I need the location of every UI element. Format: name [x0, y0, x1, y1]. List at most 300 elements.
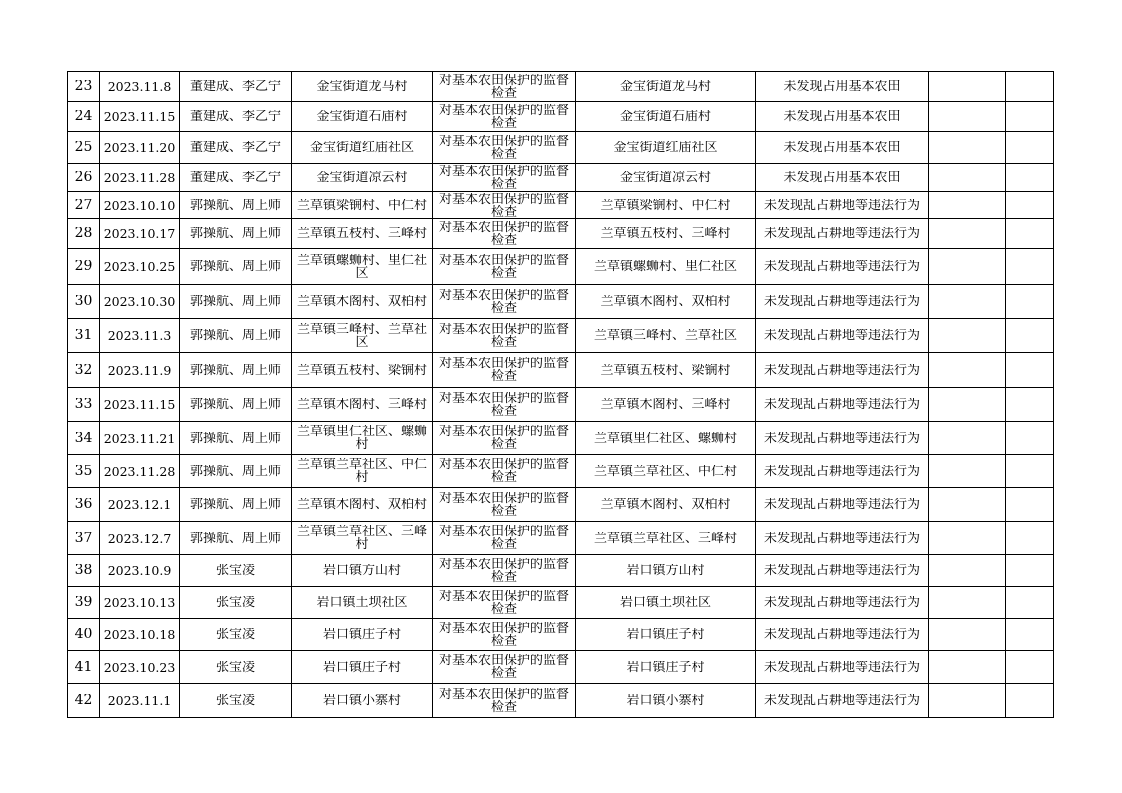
inspection-object — [576, 488, 756, 522]
inspection-object-text: 岩口镇土坝社区 — [619, 596, 711, 609]
row-number — [68, 651, 100, 684]
blank-cell — [1006, 102, 1054, 132]
inspection-result — [756, 353, 929, 388]
inspection-date-text: 2023.10.17 — [103, 227, 176, 240]
blank-cell — [929, 192, 1006, 219]
inspection-object — [576, 422, 756, 455]
inspection-object-text: 兰草镇兰草社区、三峰村 — [593, 531, 737, 545]
row-number-text: 27 — [74, 198, 93, 212]
inspection-records-table — [67, 71, 1054, 718]
inspection-location-text: 兰草镇兰草社区、三峰村 — [296, 525, 427, 551]
inspection-date — [100, 455, 180, 488]
inspection-item — [433, 353, 576, 388]
inspection-result — [756, 684, 929, 718]
inspectors-text: 董建成、李乙宁 — [189, 80, 281, 93]
inspection-date-text: 2023.10.25 — [103, 260, 176, 273]
table-row — [68, 249, 1054, 285]
inspectors — [180, 455, 292, 488]
inspectors — [180, 285, 292, 319]
inspection-result — [756, 555, 929, 587]
inspection-object — [576, 587, 756, 619]
inspection-location — [292, 192, 433, 219]
table-row — [68, 219, 1054, 249]
inspectors — [180, 555, 292, 587]
table-row — [68, 555, 1054, 587]
inspection-item-text: 对基本农田保护的监督检查 — [438, 525, 569, 551]
inspection-location-text: 金宝街道龙马村 — [316, 80, 408, 93]
inspection-result — [756, 388, 929, 422]
blank-cell — [1006, 619, 1054, 651]
inspection-location-text: 金宝街道石庙村 — [316, 110, 408, 123]
row-number — [68, 72, 100, 102]
row-number — [68, 684, 100, 718]
row-number-text: 31 — [74, 329, 93, 342]
inspection-result-text: 未发现乱占耕地等违法行为 — [763, 694, 920, 707]
inspection-object-text: 金宝街道红庙社区 — [613, 141, 718, 154]
inspection-item — [433, 102, 576, 132]
inspectors-text: 郭操航、周上师 — [189, 398, 281, 411]
row-number-text: 33 — [74, 398, 93, 411]
inspection-object-text: 兰草镇三峰村、兰草社区 — [593, 329, 737, 342]
inspection-date — [100, 684, 180, 718]
inspection-location-text: 岩口镇土坝社区 — [316, 596, 408, 609]
inspection-date — [100, 353, 180, 388]
table-row — [68, 319, 1054, 353]
inspection-date-text: 2023.11.15 — [103, 398, 176, 411]
inspection-result-text: 未发现乱占耕地等违法行为 — [763, 531, 920, 545]
inspection-location-text: 兰草镇五枝村、三峰村 — [296, 227, 427, 240]
inspection-item-text: 对基本农田保护的监督检查 — [438, 103, 569, 130]
inspection-item-text: 对基本农田保护的监督检查 — [438, 134, 569, 161]
inspection-result-text: 未发现乱占耕地等违法行为 — [763, 295, 920, 308]
inspection-date — [100, 192, 180, 219]
row-number-text: 24 — [74, 110, 93, 123]
inspectors — [180, 132, 292, 164]
inspection-object — [576, 72, 756, 102]
inspectors — [180, 684, 292, 718]
inspection-location — [292, 684, 433, 718]
inspectors — [180, 388, 292, 422]
inspection-object — [576, 319, 756, 353]
inspection-result-text: 未发现乱占耕地等违法行为 — [763, 363, 920, 377]
inspectors-text: 郭操航、周上师 — [189, 531, 281, 545]
table-row — [68, 455, 1054, 488]
blank-cell — [929, 219, 1006, 249]
inspectors-text: 郭操航、周上师 — [189, 498, 281, 511]
inspection-location — [292, 555, 433, 587]
blank-cell — [1006, 555, 1054, 587]
inspection-result — [756, 164, 929, 192]
inspection-location-text: 兰草镇木阁村、双柏村 — [296, 295, 427, 308]
blank-cell — [1006, 164, 1054, 192]
row-number — [68, 587, 100, 619]
row-number — [68, 619, 100, 651]
inspection-date — [100, 651, 180, 684]
inspection-object-text: 岩口镇小寨村 — [626, 694, 705, 707]
inspection-date-text: 2023.11.28 — [103, 171, 176, 184]
inspection-location-text: 兰草镇木阁村、双柏村 — [296, 498, 427, 511]
inspection-item-text: 对基本农田保护的监督检查 — [438, 73, 569, 100]
blank-cell — [1006, 388, 1054, 422]
inspection-date-text: 2023.10.23 — [103, 660, 176, 674]
inspection-item — [433, 555, 576, 587]
inspection-location-text: 兰草镇三峰村、兰草社区 — [296, 322, 427, 349]
inspectors — [180, 619, 292, 651]
inspection-result — [756, 102, 929, 132]
inspectors — [180, 192, 292, 219]
inspection-item — [433, 522, 576, 555]
row-number-text: 23 — [74, 80, 93, 93]
inspection-location-text: 岩口镇方山村 — [322, 564, 401, 577]
inspection-object-text: 兰草镇五枝村、三峰村 — [600, 227, 731, 240]
row-number — [68, 555, 100, 587]
inspection-result — [756, 422, 929, 455]
inspectors-text: 张宝凌 — [215, 564, 255, 577]
inspectors-text: 董建成、李乙宁 — [189, 110, 281, 123]
inspection-location-text: 岩口镇庄子村 — [322, 660, 401, 674]
row-number — [68, 164, 100, 192]
inspection-item — [433, 72, 576, 102]
inspection-object — [576, 249, 756, 285]
inspectors — [180, 249, 292, 285]
blank-cell — [1006, 353, 1054, 388]
table-row — [68, 587, 1054, 619]
inspection-date — [100, 164, 180, 192]
inspectors-text: 董建成、李乙宁 — [189, 141, 281, 154]
inspection-object — [576, 555, 756, 587]
inspection-item — [433, 619, 576, 651]
blank-cell — [1006, 651, 1054, 684]
blank-cell — [929, 72, 1006, 102]
inspection-location — [292, 285, 433, 319]
row-number — [68, 249, 100, 285]
inspection-location — [292, 619, 433, 651]
inspectors-text: 郭操航、周上师 — [189, 431, 281, 445]
blank-cell — [1006, 219, 1054, 249]
inspection-date — [100, 249, 180, 285]
inspection-date — [100, 319, 180, 353]
blank-cell — [1006, 522, 1054, 555]
inspection-location-text: 兰草镇五枝村、梁锎村 — [296, 363, 427, 377]
inspection-date-text: 2023.11.20 — [103, 141, 176, 154]
inspection-item-text: 对基本农田保护的监督检查 — [438, 322, 569, 349]
table-row — [68, 488, 1054, 522]
inspection-object-text: 兰草镇螺蛳村、里仁社区 — [593, 260, 737, 273]
blank-cell — [1006, 319, 1054, 353]
row-number — [68, 219, 100, 249]
inspection-date-text: 2023.11.3 — [107, 329, 172, 342]
inspection-result-text: 未发现乱占耕地等违法行为 — [763, 198, 920, 212]
inspection-result — [756, 619, 929, 651]
row-number — [68, 353, 100, 388]
inspection-location — [292, 249, 433, 285]
inspection-result-text: 未发现乱占耕地等违法行为 — [763, 329, 920, 342]
inspectors — [180, 164, 292, 192]
inspection-location — [292, 132, 433, 164]
inspection-result-text: 未发现占用基本农田 — [783, 171, 901, 184]
inspection-item — [433, 219, 576, 249]
table-row — [68, 132, 1054, 164]
row-number-text: 30 — [74, 295, 93, 308]
row-number-text: 25 — [74, 141, 93, 154]
inspection-date-text: 2023.10.9 — [107, 564, 172, 577]
inspection-location-text: 岩口镇庄子村 — [322, 628, 401, 641]
blank-cell — [929, 587, 1006, 619]
inspection-date — [100, 102, 180, 132]
inspectors-text: 张宝凌 — [215, 660, 255, 674]
inspection-object — [576, 619, 756, 651]
blank-cell — [1006, 488, 1054, 522]
inspection-result — [756, 651, 929, 684]
blank-cell — [929, 555, 1006, 587]
inspection-location-text: 兰草镇兰草社区、中仁村 — [296, 458, 427, 484]
inspection-object-text: 金宝街道石庙村 — [619, 110, 711, 123]
inspection-location — [292, 164, 433, 192]
inspection-item — [433, 249, 576, 285]
row-number-text: 40 — [74, 628, 93, 641]
row-number — [68, 488, 100, 522]
table-row — [68, 651, 1054, 684]
inspectors — [180, 319, 292, 353]
table-row — [68, 388, 1054, 422]
inspection-item-text: 对基本农田保护的监督检查 — [438, 557, 569, 584]
inspection-item — [433, 388, 576, 422]
blank-cell — [929, 388, 1006, 422]
inspectors-text: 张宝凌 — [215, 694, 255, 707]
row-number-text: 29 — [74, 260, 93, 273]
inspection-object-text: 兰草镇里仁社区、螺蛳村 — [593, 431, 737, 445]
inspection-item — [433, 192, 576, 219]
blank-cell — [929, 488, 1006, 522]
blank-cell — [1006, 72, 1054, 102]
blank-cell — [929, 522, 1006, 555]
inspection-result-text: 未发现乱占耕地等违法行为 — [763, 398, 920, 411]
inspection-item-text: 对基本农田保护的监督检查 — [438, 164, 569, 191]
inspection-result-text: 未发现乱占耕地等违法行为 — [763, 464, 920, 478]
inspectors — [180, 488, 292, 522]
inspection-date — [100, 388, 180, 422]
inspection-object — [576, 388, 756, 422]
inspection-item — [433, 684, 576, 718]
inspection-object — [576, 164, 756, 192]
blank-cell — [929, 164, 1006, 192]
inspection-result — [756, 72, 929, 102]
inspection-result — [756, 132, 929, 164]
blank-cell — [929, 285, 1006, 319]
inspection-date-text: 2023.10.30 — [103, 295, 176, 308]
inspection-object-text: 金宝街道凉云村 — [619, 171, 711, 184]
blank-cell — [1006, 192, 1054, 219]
inspection-location-text: 兰草镇木阁村、三峰村 — [296, 398, 427, 411]
inspection-date-text: 2023.11.8 — [107, 80, 172, 93]
inspection-item — [433, 132, 576, 164]
blank-cell — [929, 249, 1006, 285]
inspectors-text: 郭操航、周上师 — [189, 198, 281, 212]
row-number — [68, 285, 100, 319]
inspection-location — [292, 388, 433, 422]
inspection-result — [756, 219, 929, 249]
inspection-date — [100, 555, 180, 587]
inspectors-text: 郭操航、周上师 — [189, 363, 281, 377]
inspectors — [180, 587, 292, 619]
row-number — [68, 522, 100, 555]
inspection-item-text: 对基本农田保护的监督检查 — [438, 357, 569, 383]
inspection-object — [576, 455, 756, 488]
row-number-text: 35 — [74, 464, 93, 478]
inspection-result — [756, 522, 929, 555]
inspection-result-text: 未发现乱占耕地等违法行为 — [763, 498, 920, 511]
inspection-result-text: 未发现乱占耕地等违法行为 — [763, 260, 920, 273]
inspection-item — [433, 319, 576, 353]
row-number — [68, 455, 100, 488]
blank-cell — [929, 684, 1006, 718]
blank-cell — [929, 422, 1006, 455]
inspection-result — [756, 285, 929, 319]
inspection-object-text: 兰草镇木阁村、双柏村 — [600, 295, 731, 308]
inspection-date-text: 2023.10.10 — [103, 198, 176, 212]
inspection-date-text: 2023.12.1 — [107, 498, 172, 511]
inspection-result — [756, 319, 929, 353]
inspection-location — [292, 319, 433, 353]
inspection-location — [292, 651, 433, 684]
inspectors-text: 董建成、李乙宁 — [189, 171, 281, 184]
inspection-date — [100, 132, 180, 164]
inspection-date-text: 2023.12.7 — [107, 531, 172, 545]
blank-cell — [929, 319, 1006, 353]
inspectors-text: 郭操航、周上师 — [189, 295, 281, 308]
blank-cell — [929, 455, 1006, 488]
table-row — [68, 422, 1054, 455]
inspection-location — [292, 353, 433, 388]
inspectors — [180, 651, 292, 684]
inspection-item — [433, 164, 576, 192]
blank-cell — [1006, 285, 1054, 319]
table-row — [68, 522, 1054, 555]
inspection-location-text: 兰草镇梁锎村、中仁村 — [296, 198, 427, 212]
inspection-item — [433, 488, 576, 522]
inspection-object-text: 岩口镇方山村 — [626, 564, 705, 577]
inspection-object-text: 金宝街道龙马村 — [619, 80, 711, 93]
inspection-item — [433, 422, 576, 455]
inspection-item — [433, 285, 576, 319]
inspection-result-text: 未发现乱占耕地等违法行为 — [763, 596, 920, 609]
inspection-item-text: 对基本农田保护的监督检查 — [438, 288, 569, 315]
inspection-location-text: 兰草镇螺蛳村、里仁社区 — [296, 253, 427, 280]
inspection-result — [756, 587, 929, 619]
inspection-date — [100, 72, 180, 102]
inspection-object — [576, 192, 756, 219]
table-row — [68, 684, 1054, 718]
row-number-text: 39 — [74, 596, 93, 609]
inspection-item-text: 对基本农田保护的监督检查 — [438, 687, 569, 714]
inspectors-text: 郭操航、周上师 — [189, 227, 281, 240]
inspection-result-text: 未发现乱占耕地等违法行为 — [763, 564, 920, 577]
inspectors — [180, 353, 292, 388]
inspection-item-text: 对基本农田保护的监督检查 — [438, 491, 569, 518]
inspection-object — [576, 285, 756, 319]
row-number — [68, 388, 100, 422]
inspection-result-text: 未发现占用基本农田 — [783, 141, 901, 154]
inspectors — [180, 72, 292, 102]
inspection-item-text: 对基本农田保护的监督检查 — [438, 458, 569, 484]
inspection-location — [292, 587, 433, 619]
inspection-date-text: 2023.10.13 — [103, 596, 176, 609]
inspection-item-text: 对基本农田保护的监督检查 — [438, 391, 569, 418]
inspection-item-text: 对基本农田保护的监督检查 — [438, 654, 569, 680]
inspectors-text: 郭操航、周上师 — [189, 464, 281, 478]
inspectors-text: 张宝凌 — [215, 628, 255, 641]
inspection-location — [292, 522, 433, 555]
inspection-date-text: 2023.10.18 — [103, 628, 176, 641]
row-number-text: 26 — [74, 171, 93, 184]
blank-cell — [929, 132, 1006, 164]
inspectors — [180, 522, 292, 555]
inspectors — [180, 102, 292, 132]
inspection-item-text: 对基本农田保护的监督检查 — [438, 425, 569, 451]
inspection-date — [100, 522, 180, 555]
inspection-date-text: 2023.11.28 — [103, 464, 176, 478]
table-row — [68, 192, 1054, 219]
row-number-text: 32 — [74, 363, 93, 377]
inspection-item — [433, 455, 576, 488]
inspection-location-text: 兰草镇里仁社区、螺蛳村 — [296, 425, 427, 451]
inspection-result — [756, 488, 929, 522]
inspection-date — [100, 422, 180, 455]
table-row — [68, 619, 1054, 651]
row-number-text: 28 — [74, 227, 93, 240]
row-number-text: 41 — [74, 660, 93, 674]
inspection-object — [576, 522, 756, 555]
inspection-location — [292, 422, 433, 455]
inspectors — [180, 422, 292, 455]
inspection-object-text: 兰草镇梁锎村、中仁村 — [600, 198, 731, 212]
inspection-date-text: 2023.11.15 — [103, 110, 176, 123]
inspection-date — [100, 285, 180, 319]
table-row — [68, 102, 1054, 132]
inspection-object — [576, 651, 756, 684]
inspection-date — [100, 219, 180, 249]
table-body — [68, 72, 1054, 718]
row-number — [68, 102, 100, 132]
inspection-date-text: 2023.11.9 — [107, 363, 172, 377]
table-row — [68, 164, 1054, 192]
inspection-item-text: 对基本农田保护的监督检查 — [438, 220, 569, 247]
inspection-location-text: 金宝街道凉云村 — [316, 171, 408, 184]
inspection-result-text: 未发现乱占耕地等违法行为 — [763, 628, 920, 641]
inspectors — [180, 219, 292, 249]
inspection-location — [292, 455, 433, 488]
inspection-object-text: 兰草镇木阁村、三峰村 — [600, 398, 731, 411]
row-number-text: 38 — [74, 564, 93, 577]
inspection-result-text: 未发现乱占耕地等违法行为 — [763, 431, 920, 445]
inspectors-text: 张宝凌 — [215, 596, 255, 609]
inspection-date — [100, 587, 180, 619]
row-number-text: 36 — [74, 498, 93, 511]
inspection-result-text: 未发现占用基本农田 — [783, 80, 901, 93]
inspection-location — [292, 219, 433, 249]
inspection-object-text: 兰草镇五枝村、梁锎村 — [600, 363, 731, 377]
inspectors-text: 郭操航、周上师 — [189, 260, 281, 273]
inspection-object — [576, 353, 756, 388]
row-number-text: 42 — [74, 694, 93, 707]
inspection-result — [756, 192, 929, 219]
inspection-date-text: 2023.11.1 — [107, 694, 172, 707]
row-number-text: 34 — [74, 431, 93, 445]
inspection-date-text: 2023.11.21 — [103, 431, 176, 445]
inspection-date — [100, 619, 180, 651]
blank-cell — [1006, 132, 1054, 164]
inspectors-text: 郭操航、周上师 — [189, 329, 281, 342]
